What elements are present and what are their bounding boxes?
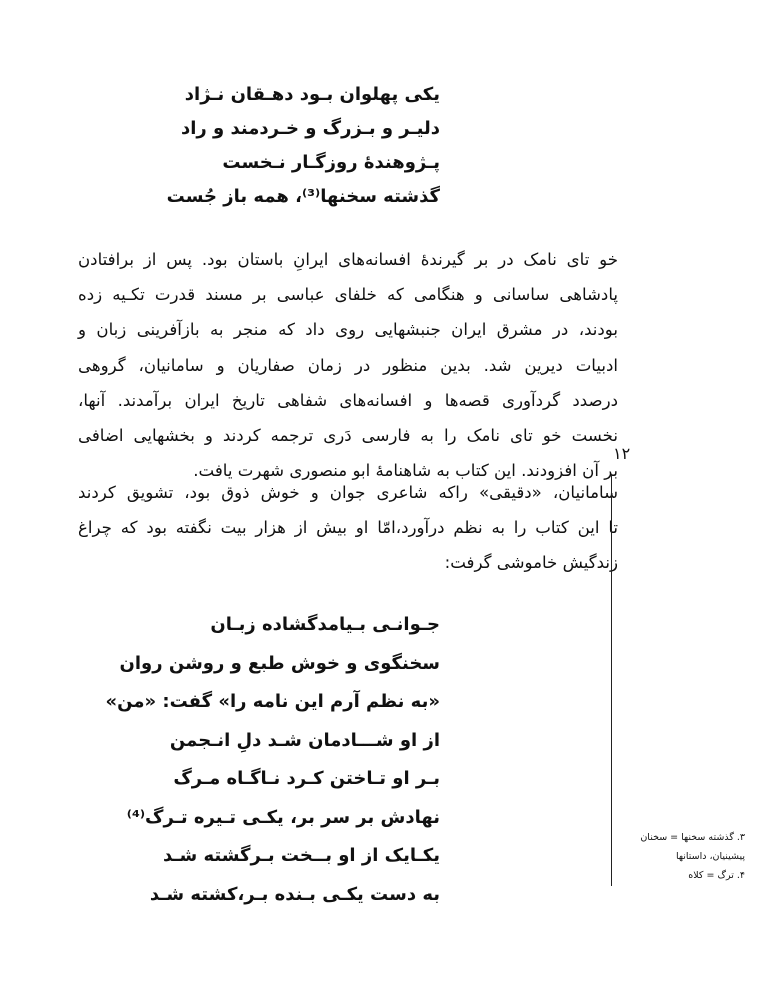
verse-line: گذشته سخنها⁽³⁾، همه باز جُست — [166, 186, 440, 207]
prose-line: بر آن افزودند. این کتاب به شاهنامهٔ ابو منصوری شهرت یافت. — [193, 461, 618, 481]
verse-line: پـژوهندهٔ روزگـار نـخست — [222, 152, 440, 173]
opening-verse — [167, 78, 440, 214]
prose-line: سامانیان، «دقیقی» راکه شاعری جوان و خوش ذوق بود، تشویق کردند — [78, 483, 618, 502]
footnotes — [620, 828, 745, 885]
prose-line: ادبیات دیرین شد. بدین منظور در زمان صفاریان و سامانیان، گروهی — [78, 355, 618, 375]
prose-line: درصدد گردآوری قصه‌ها و افسانه‌های شفاهی تاریخ ایران برآمدند. آنها، — [78, 390, 618, 410]
verse-line: از او شـــادمان شـد دلِ انـجمن — [169, 729, 440, 751]
verse-line: یکـایک از او بــخت بـرگشته شـد — [162, 845, 440, 866]
verse-line: بـر او تـاختن کـرد نـاگـاه مـرگ — [173, 768, 440, 789]
verse-line: دلیـر و بـزرگ و خـردمند و راد — [181, 118, 440, 139]
prose-paragraph-2 — [78, 475, 618, 581]
prose-line: پادشاهی ساسانی و هنگامی که خلفای عباسی بر مسند قدرت تکـیه زده — [78, 285, 618, 305]
verse-line: «به نظم آرم این نامه را» گفت: «من» — [105, 691, 440, 712]
verse-line: به دست یکـی بـنده بـر،کشته شـد — [149, 883, 440, 905]
daqiqi-verse — [106, 606, 440, 914]
prose-line: زندگیش خاموشی گرفت: — [444, 553, 618, 573]
verse-line: یکی پهلوان بـود دهـقان نـژاد — [184, 84, 440, 105]
verse-line: سخنگوی و خوش طبع و روشن روان — [119, 652, 440, 674]
margin-divider — [611, 474, 612, 886]
prose-line: بودند، در مشرق ایران جنبشهایی روی داد که منجر به بازآفرینی زبان و — [78, 320, 618, 340]
footnote: ۳. گذشته سخنها = سخنان — [640, 832, 745, 843]
prose-line: نخست خو تای نامک را به فارسی دَری ترجمه کردند و بخشهایی اضافی — [78, 426, 618, 446]
page-number: ۱۲ — [613, 444, 631, 463]
verse-line: جـوانـی بـیامدگشاده زبـان — [210, 614, 440, 635]
prose-line: خو تای نامک در بر گیرندهٔ افسانه‌های ایرانِ باستان بود. پس از برافتادن — [78, 250, 618, 269]
footnote: پیشینیان، داستانها — [675, 851, 745, 862]
verse-line: نهادش بر سر بر، یکـی تـیره تـرگ⁽⁴⁾ — [126, 806, 440, 828]
footnote: ۴. ترگ = کلاه — [688, 870, 745, 881]
prose-paragraph-1 — [78, 242, 618, 488]
prose-line: تا این کتاب را به نظم درآورد،امّا او بیش از هزار بیت نگفته بود که چراغ — [78, 518, 618, 538]
